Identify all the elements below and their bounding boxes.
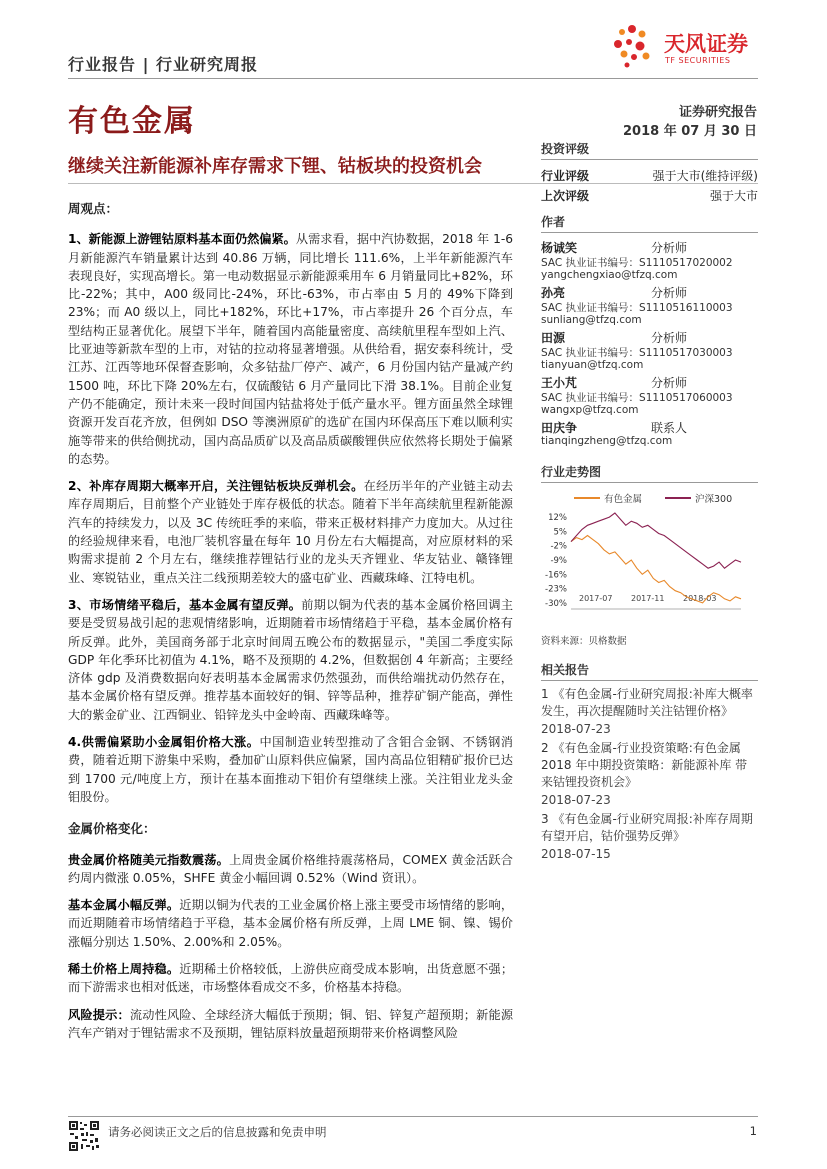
author-role: 分析师 [651,285,688,300]
y-tick-label: -23% [545,584,567,595]
y-tick-label: -30% [545,598,567,609]
y-tick-label: -9% [550,556,567,567]
headline: 继续关注新能源补库存需求下锂、钴板块的投资机会 [68,156,482,177]
author-item [541,329,758,373]
top-divider [68,78,758,79]
rating-value: 强于大市 [709,188,758,203]
y-tick-label: -2% [550,541,567,552]
y-tick-label: 5% [553,527,567,538]
x-tick-label: 2018-03 [683,594,717,603]
author-item [541,419,758,449]
report-date: 2018 年 07 月 30 日 [623,124,757,139]
author-item [541,284,758,328]
chart-source: 资料来源：贝格数据 [541,636,627,647]
qr-code-icon [68,1120,100,1152]
related-panel [541,661,758,865]
series-line [571,536,741,603]
related-report[interactable]: 3 《有色金属-行业研究周报:补库存周期有望开启，钴价强势反弹》 [541,812,753,843]
rating-row [541,186,758,204]
x-tick-label: 2017-07 [579,594,613,603]
author-title: 作者 [541,213,758,233]
chart-legend [541,491,758,507]
report-type: 行业报告 | 行业研究周报 [68,55,258,74]
rating-row [541,166,758,184]
risk-para: 风险提示：流动性风险、全球经济大幅低于预期；铜、铝、锌复产超预期；新能源汽车产销对于锂钴需求不及预期，锂钴原料放量超预期带来价格调整风险 [68,1007,514,1040]
author-name: 田庆争 [541,420,578,435]
x-tick-label: 2017-11 [631,594,665,603]
author-cert: SAC 执业证书编号：S1110517020002 [541,257,733,269]
legend-swatch [574,497,600,499]
price-para-1: 贵金属价格随美元指数震荡。上周贵金属价格维持震荡格局，COMEX 黄金活跃合约周内微涨 0.05%，SHFE 黄金小幅回调 0.52%（Wind 资讯）。 [68,852,513,885]
legend-swatch [665,497,691,499]
author-name: 孙亮 [541,285,566,300]
related-date: 2018-07-15 [541,847,611,861]
view-para-3: 3、市场情绪平稳后，基本金属有望反弹。前期以铜为代表的基本金属价格回调主要是受贸易战引起的悲观情绪影响，近期随着市场情绪趋于平稳，基本金属价格有所反弹。此外，美国商务部于北京时间周五晚公布的数据显示，"美国二季度实际 GDP 年化季环比初值为 4.1%，略不及预期的 4.2%，但数据创 4 年新高；主要经济体 gdp 及消费数据向好表明基本金属需求仍然强劲，而供给端扰动仍然存在，基本金属价格有望反弹。推荐基本面较好的铜、锌等品种，推荐矿铜产能高，弹性大的紫金矿业、江西铜业、铅锌龙头中金岭南、西藏珠峰等。 [68,597,514,722]
brand-logo [612,22,762,72]
author-role: 联系人 [651,420,688,435]
legend-label: 有色金属 [604,494,643,505]
brand-name: 天风证券 [664,32,748,56]
view-para-4: 4.供需偏紧助小金属钼价格大涨。中国制造业转型推动了含钼合金钢、不锈钢消费，随着近期下游集中采购，叠加矿山原料供应偏紧，国内高品位钼精矿报价已达到 1700 元/吨度上方，预计在基本面推动下钼价有望继续上涨。关注钼业龙头金钼股份。 [68,735,513,804]
trend-title: 行业走势图 [541,463,758,483]
author-name: 杨诚笑 [541,240,578,255]
view-title: 周观点： [68,201,119,216]
author-item [541,374,758,418]
price-para-3: 稀土价格上周持稳。近期稀土价格较低，上游供应商受成本影响，出货意愿不强；而下游需求也相对低迷，市场整体看成交不多，价格基本持稳。 [68,961,514,995]
main-column [68,200,513,1051]
rating-label: 行业评级 [541,168,590,183]
footer-divider [68,1116,758,1117]
author-name: 王小芃 [541,375,578,390]
brand-logo-icon [612,24,658,70]
trend-chart [541,507,758,625]
author-role: 分析师 [651,330,688,345]
author-name: 田源 [541,330,566,345]
author-email[interactable]: sunliang@tfzq.com [541,314,642,326]
related-date: 2018-07-23 [541,793,611,807]
author-cert: SAC 执业证书编号：S1110517060003 [541,392,733,404]
related-title: 相关报告 [541,661,758,681]
rating-value: 强于大市(维持评级) [652,168,758,183]
related-date: 2018-07-23 [541,722,611,736]
author-email[interactable]: tianqingzheng@tfzq.com [541,435,673,447]
series-line [571,513,741,568]
rating-title: 投资评级 [541,140,758,160]
related-report[interactable]: 2 《有色金属-行业投资策略:有色金属 2018 年中期投资策略：新能源补库 带来钴锂投资机会》 [541,741,748,789]
author-role: 分析师 [651,375,688,390]
author-email[interactable]: yangchengxiao@tfzq.com [541,269,678,281]
doc-type: 证券研究报告 [678,105,757,120]
rating-label: 上次评级 [541,188,590,203]
related-report[interactable]: 1 《有色金属-行业研究周报:补库大概率发生，再次提醒随时关注钴锂价格》 [541,687,753,718]
trend-panel [541,463,758,647]
rating-panel [541,140,758,204]
view-para-2: 2、补库存周期大概率开启，关注锂钴板块反弹机会。在经历半年的产业链主动去库存周期后，目前整个产业链处于库存极低的状态。随着下半年高续航里程新能源汽车的持续发力，以及 3C 传统旺季的来临，带来正极材料排产力度加大。从过往的经验规律来看，电池厂装机容量在每年 10 月份左右大幅提高，对应原材料的采购需求提前 2 个月左右，继续推荐锂钴行业的龙头天齐锂业、华友钴业、赣锋锂业、寒锐钴业，重点关注二线预期差较大的盛屯矿业、西藏珠峰、江特电机。 [68,479,514,585]
author-role: 分析师 [651,240,688,255]
author-item [541,239,758,283]
author-email[interactable]: tianyuan@tfzq.com [541,359,644,371]
disclaimer: 请务必阅读正文之后的信息披露和免责申明 [108,1125,327,1139]
page-number: 1 [749,1124,757,1138]
y-tick-label: 12% [548,513,567,524]
industry-title: 有色金属 [68,104,196,139]
price-title: 金属价格变化： [68,821,156,837]
price-para-2: 基本金属小幅反弹。近期以铜为代表的工业金属价格上涨主要受市场情绪的影响，而近期随着市场情绪趋于平稳，基本金属价格有所反弹，上周 LME 铜、镍、锡价涨幅分别达 1.50%、2.00%和 2.05%。 [68,898,514,949]
author-email[interactable]: wangxp@tfzq.com [541,404,639,416]
brand-name-en: TF SECURITIES [665,56,731,65]
y-tick-label: -16% [545,570,567,581]
author-cert: SAC 执业证书编号：S1110516110003 [541,302,733,314]
author-panel [541,213,758,449]
view-para-1: 1、新能源上游锂钴原料基本面仍然偏紧。从需求看，据中汽协数据，2018 年 1-6 月新能源汽车销量累计达到 40.86 万辆，同比增长 111.6%，上半年新能源汽车表现良好，实现高增长。第一电动数据显示新能源乘用车 6 月销量同比+82%，环比-22%；其中，A00 级同比-24%，环比-63%，市占率由 5 月的 49%下降到 23%；而 A0 级以上，同比+182%，环比+17%，市占率提升 26 个百分点，车型结构正显著优化。展望下半年，随着国内高能量密度、高续航里程车型如上汽、比亚迪等新款车型的上市，对钴的拉动将显著增强。从供给看，据安泰科统计，受江苏、江西等地环保督查影响，众多钴盐厂停产、减产，6 月份国内钴产量减产约 1500 吨，环比下降 20%左右，仅硫酸钴 6 月产量同比下滑 38.1%。目前企业复产仍不能确定，预计未来一段时间国内钴盐将处于低产量水平。锂方面虽然全球锂资源开发百花齐放，但例如 DSO 等澳洲原矿的选矿在国内环保高压下难以顺利实施等带来的供给侧扰动，国内高品质矿以及高品质碳酸锂供应依然将长期处于偏紧的态势。 [68,232,513,466]
legend-label: 沪深300 [695,494,733,505]
author-cert: SAC 执业证书编号：S1110517030003 [541,347,733,359]
